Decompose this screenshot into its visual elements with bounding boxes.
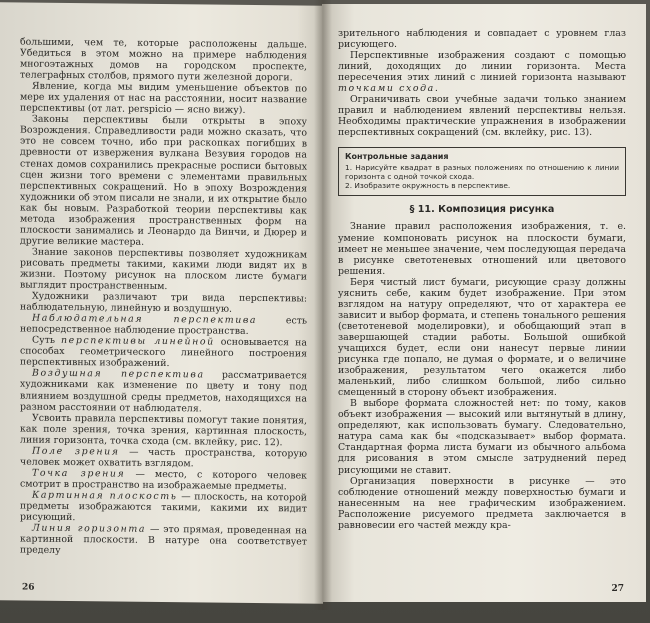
paragraph: Беря чистый лист бумаги, рисующие сразу должны уяснить себе, каким будет изображение. При этом взглядом на натуру определяют, что от характера ее зависит и выбор формата, и степень тонального решения (светотеневой моделировки), и обобщающий этап в завершающей стадии работы. Большой ошибкой учащихся будет, если они нанесут первые линии рисунка где попало, не думая о формате, и о величине изображения, результатом чего окажется либо маленький, либо слишком большой, либо сильно смещенный в сторону объект изображения.: [338, 276, 626, 399]
left-page: [0, 2, 323, 603]
term-horizon: Линия горизонта: [32, 522, 147, 535]
paragraph-vanishing: [338, 50, 626, 94]
term-point: Точка зрения: [32, 467, 126, 480]
definition-text: — это прямая, проведенная на картинной плоскости. В натуре она соответствует пределу: [20, 523, 307, 557]
paragraph: Художники различают три вида перспективы: наблюдательную, линейную и воздушную.: [20, 290, 307, 315]
definition-text: есть непосредственное наблюдение пространства.: [20, 315, 307, 338]
paragraph: Знание правил расположения изображения, т. е. умение компоновать рисунок на плоскости бумаги, имеет не меньшее значение, чем последующая передача в рисунке светотеневых отношений или цветового решения.: [338, 221, 626, 277]
section-heading: § 11. Композиция рисунка: [409, 204, 555, 216]
right-page: [322, 4, 646, 602]
body-text: Перспективные изображения создают с помощью линий, доходящих до линии горизонта. Места пересечения этих линий с линией горизонта называют: [338, 50, 626, 84]
term-plane: Картинная плоскость: [32, 489, 178, 503]
definition-text: — место, с которого человек смотрит в пространство на изображаемые предметы.: [20, 468, 307, 493]
task-item: 2. Изобразите окружность в перспективе.: [345, 181, 511, 191]
term-vanishing-points: точками схода: [338, 83, 435, 95]
paragraph: Усвоить правила перспективы помогут такие понятия, как поле зрения, точка зрения, картинная плоскость, линия горизонта, точка схода (см. вклейку, рис. 12).: [20, 412, 307, 448]
paragraph: зрительного наблюдения и совпадает с уровнем глаз рисующего.: [338, 28, 626, 51]
task-item: 1. Нарисуйте квадрат в разных положениях по отношению к линии горизонта с одной точкой схода.: [345, 163, 619, 182]
paragraph-horizon: [20, 523, 307, 559]
paragraph: Организация поверхности в рисунке — это соблюдение отношений между поверхностью бумаги и нанесенным на нее графическим изображением. Расположение рисуемого предмета заключается в равновесии его частей между кра-: [338, 475, 626, 531]
definition-text: — часть пространства, которую человек может охватить взглядом.: [20, 446, 307, 470]
term-observational: Наблюдательная перспектива: [32, 312, 258, 327]
box-title: Контрольные задания: [345, 152, 449, 162]
paragraph-field: [20, 445, 307, 470]
paragraph: В выборе формата сложностей нет: по тому, каков объект изображения — высокий или вытянутый в длину, определяют, как использовать бумагу. Следовательно, натура сама как бы «подсказывает» выбор формата. Стандартная форма листа бумаги из обычного альбома для рисования в этом смысле затруднений перед рисующими не ставит.: [338, 398, 626, 476]
paragraph: Ограничивать свои учебные задачи только знанием правил и наблюдением явлений перспективы нельзя. Необходимы практические упражнения в изображении перспективных сокращений (см. вклейку, рис. 13).: [338, 94, 626, 139]
paragraph-linear: [20, 335, 307, 371]
term-linear: перспективы линейной: [61, 335, 215, 348]
term-field: Поле зрения: [32, 445, 120, 458]
paragraph: Явление, когда мы видим уменьшение объектов по мере их удаления от нас на расстоянии, носит название перспективы (от лат. perspicio — ясно вижу).: [20, 80, 307, 117]
term-aerial: Воздушная перспектива: [32, 368, 205, 381]
lead-text: Суть: [32, 334, 62, 347]
paragraph-aerial: [20, 368, 307, 415]
paragraph-point: [20, 467, 307, 492]
definition-text: рассматривается художниками как изменение по цвету и тону под влиянием воздушной среды предметов, находящихся на разном расстоянии от наблюдателя.: [20, 369, 307, 414]
paragraph: Знание законов перспективы позволяет художникам рисовать предметы такими, какими люди видят их в жизни. Поэтому рисунок на плоском листе бумаги выглядит пространственным.: [20, 246, 307, 293]
definition-text: — плоскость, на которой предметы изображаются такими, какими их видит рисующий.: [20, 491, 307, 524]
paragraph: Законы перспективы были открыты в эпоху Возрождения. Справедливости ради можно сказать, что это не совсем точно, ибо при раскопках погибших в древности от извержения вулкана Везувия городов на стенах домов сохранились прекрасные росписи бытовых сцен жизни того времени с элементами правильных перспективных сокращений. Но в эпоху Возрождения художники об этом писали не знали, и их открытие было как бы новым. Разработкой теории перспективы как метода изображения пространственных форм на плоскости занимались и Леонардо да Винчи, и Дюрер и другие великие мастера.: [20, 113, 307, 248]
page-number: 26: [22, 582, 35, 593]
paragraph-observational: [20, 313, 307, 338]
body-text: .: [434, 83, 438, 95]
definition-text: основывается на способах геометрического линейного построения перспективных изображений.: [20, 336, 307, 370]
paragraph: большими, чем те, которые расположены дальше. Убедиться в этом можно на примере наблюдения многоэтажных домов на городском проспекте, телеграфных столбов, прямого пути железной дороги.: [20, 36, 307, 84]
page-number: 27: [611, 584, 624, 594]
control-tasks-box: [338, 147, 626, 196]
paragraph-plane: [20, 489, 307, 525]
